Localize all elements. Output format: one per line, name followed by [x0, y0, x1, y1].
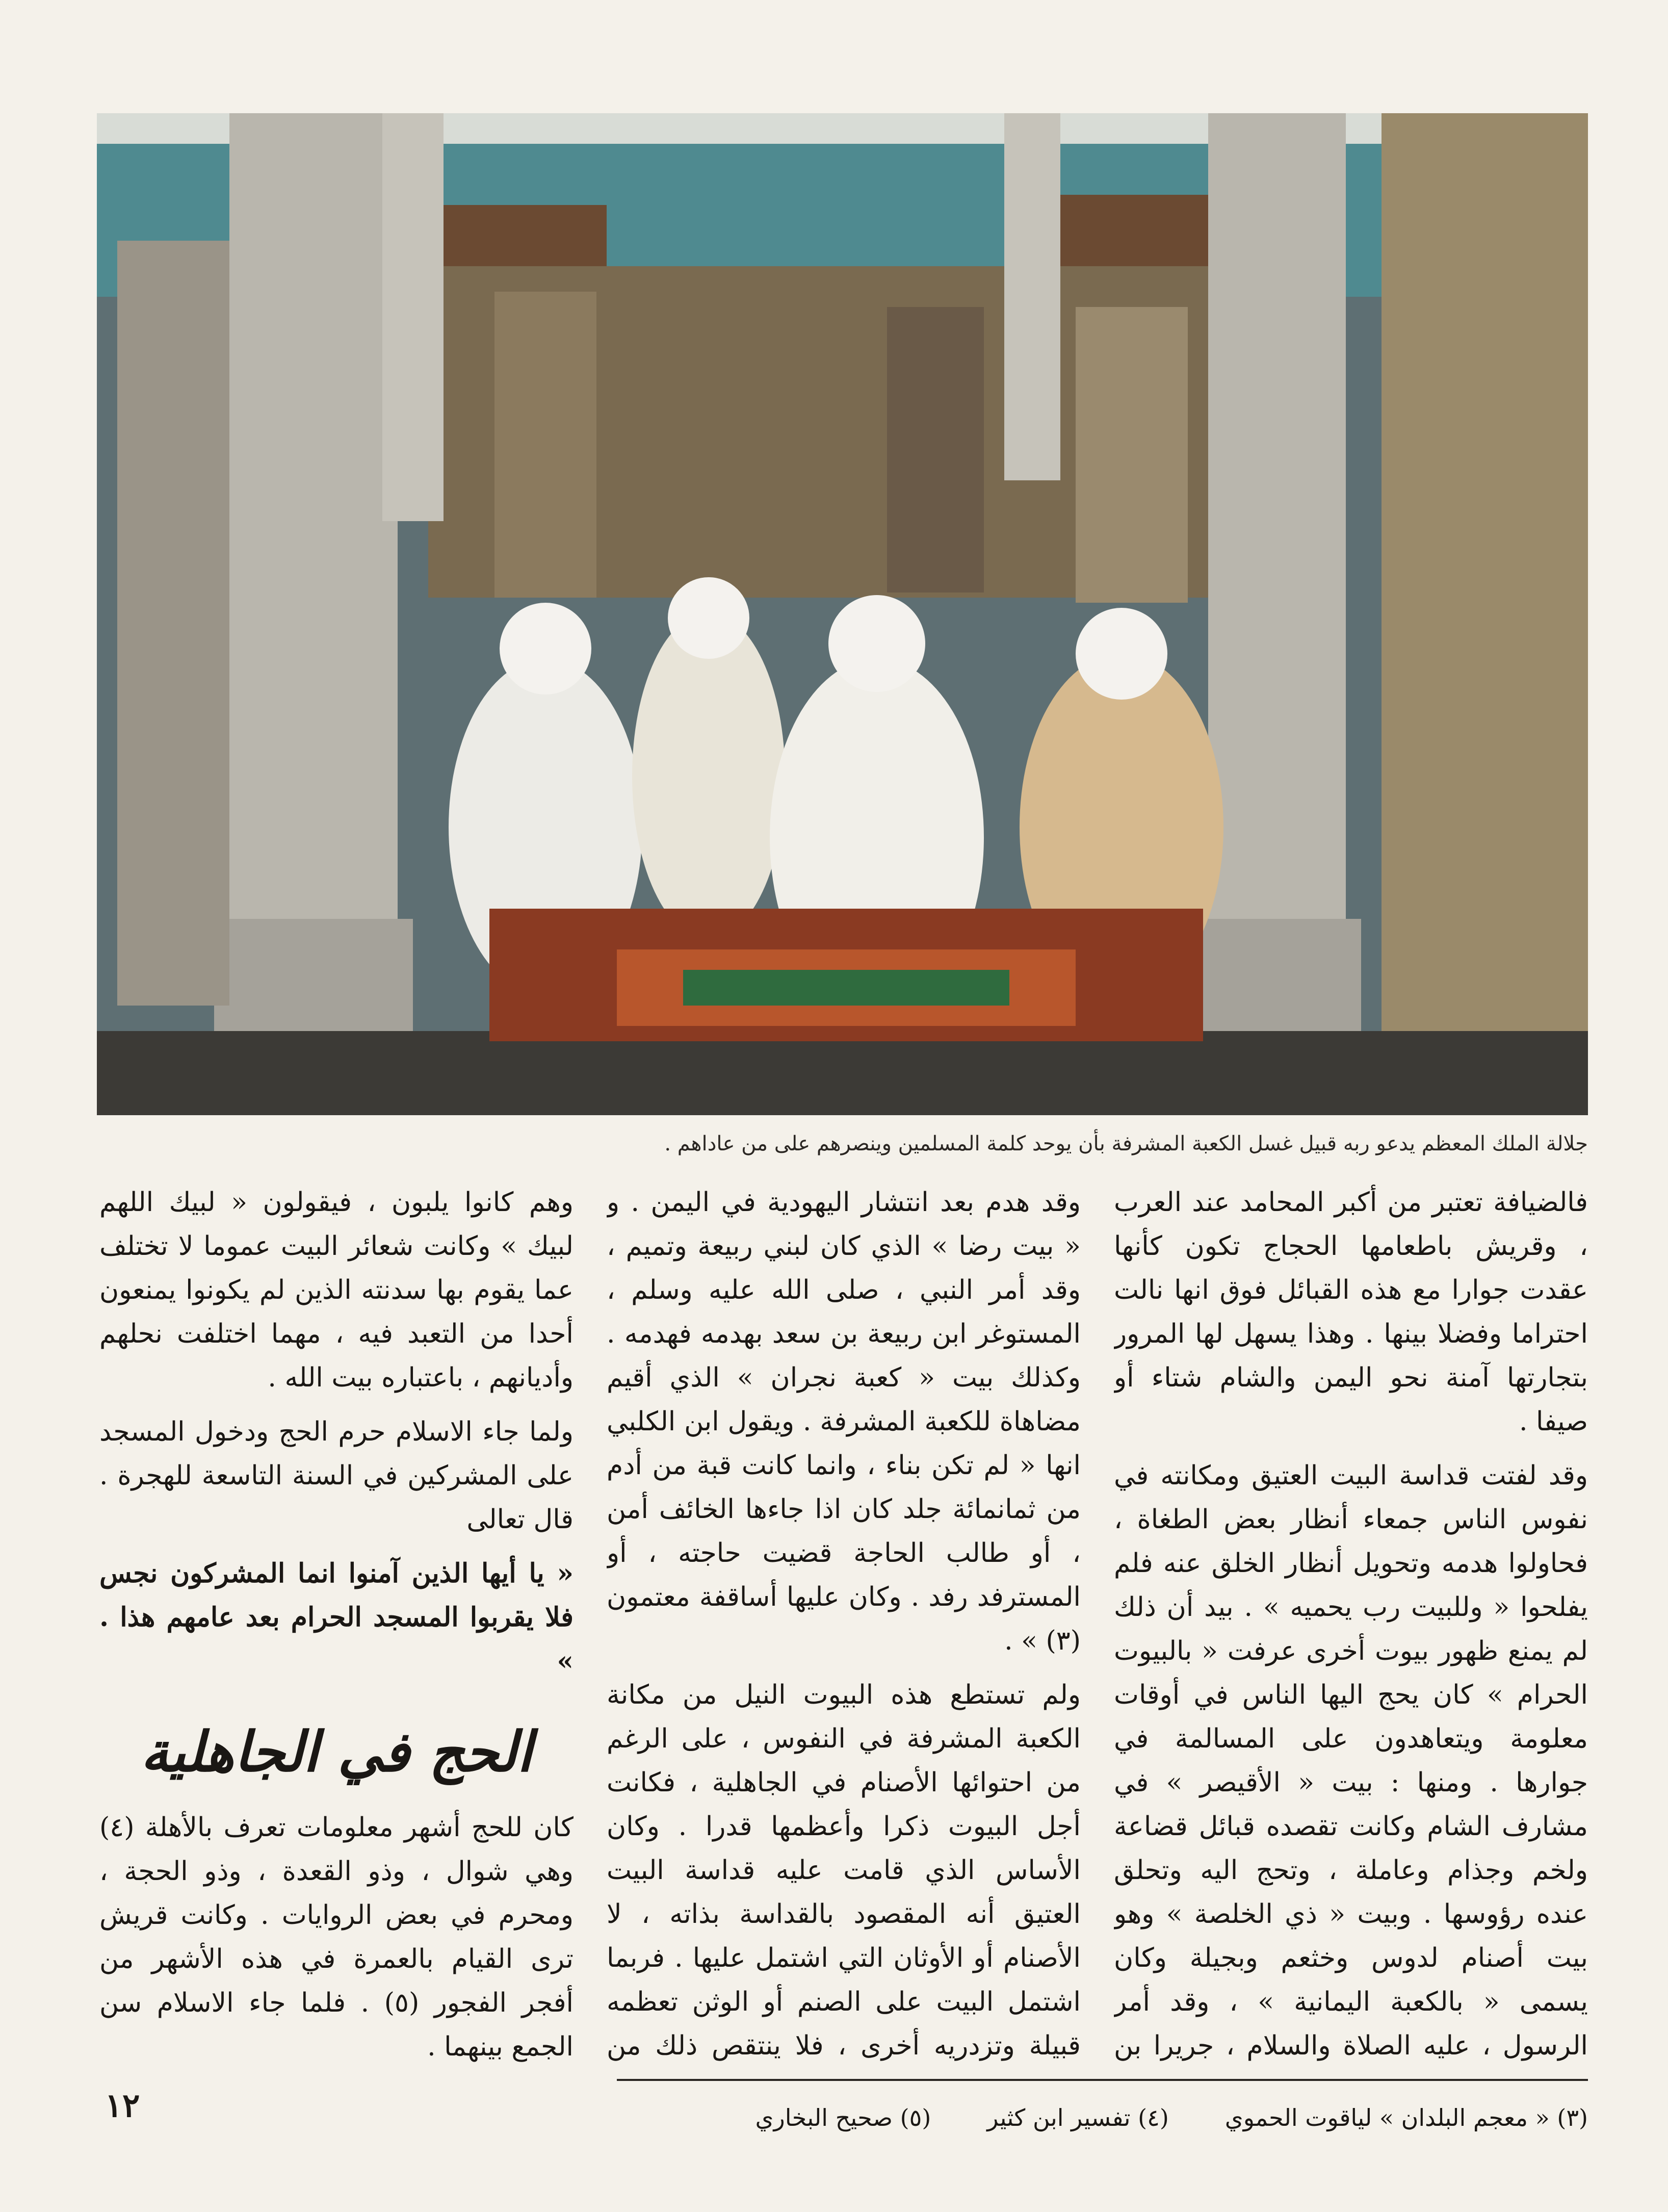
footnote: (٣) « معجم البلدان » لياقوت الحموي — [1224, 2104, 1588, 2131]
article-photo — [97, 113, 1588, 1115]
footnotes — [612, 2100, 1588, 2136]
paragraph: وهم كانوا يلبون ، فيقولون « لبيك اللهم لبيك » وكانت شعائر البيت عموما لا تختلف عما يقوم بها سدنته الذين لم يكونوا يمنعون أحدا من التعبد فيه ، مهما اختلفت نحلهم وأديانهم ، باعتباره بيت الله . — [99, 1187, 574, 1393]
paragraph: ولم تستطع هذه البيوت النيل من مكانة الكعبة المشرفة في النفوس ، على الرغم من احتوائها الأصنام في الجاهلية ، فكانت أجل البيوت ذكرا وأعظمها قدرا . وكان الأساس الذي قامت عليه قداسة البيت العتيق أنه المقصود بالقداسة بذاته ، لا الأصنام أو الأوثان التي اشتمل عليها . فربما اشتمل البيت على الصنم أو الوثن تعظمه قبيلة وتزدريه أخرى ، فلا ينتقص ذلك من — [607, 1680, 1081, 2061]
section-heading: الحج في الجاهلية — [141, 1720, 532, 1784]
photograph-icon — [97, 113, 1588, 1115]
text-column-3 — [99, 1180, 574, 2068]
paragraph: وقد هدم بعد انتشار اليهودية في اليمن . و « بيت رضا » الذي كان لبني ربيعة وتميم ، وقد أمر النبي ، صلى الله عليه وسلم ، المستوغر ابن ربيعة بن سعد بهدمه فهدمه . وكذلك بيت « كعبة نجران » الذي أقيم مضاهاة للكعبة المشرفة . ويقول ابن الكلبي انها « لم تكن بناء ، وانما كانت قبة من أدم من ثمانمائة جلد كان اذا جاءها الخائف أمن ، أو طالب الحاجة قضيت حاجته ، أو المسترفد رفد . وكان عليها أساقفة معتمون (٣) » . — [607, 1187, 1081, 1656]
quran-quote: « يا أيها الذين آمنوا انما المشركون نجس فلا يقربوا المسجد الحرام بعد عامهم هذا . » — [99, 1558, 574, 1677]
text-column-1 — [1114, 1180, 1588, 2068]
footnote-divider — [617, 2079, 1588, 2081]
page-number: ١٢ — [105, 2087, 140, 2125]
text-column-2 — [607, 1180, 1081, 2068]
paragraph: ولما جاء الاسلام حرم الحج ودخول المسجد على المشركين في السنة التاسعة للهجرة . قال تعالى — [99, 1417, 574, 1535]
paragraph: فالضيافة تعتبر من أكبر المحامد عند العرب ، وقريش باطعامها الحجاج تكون كأنها عقدت جوارا مع هذه القبائل فوق انها نالت احتراما وفضلا بينها . وهذا يسهل لها المرور بتجارتها آمنة نحو اليمن والشام شتاء أو صيفا . — [1114, 1187, 1588, 1437]
footnote: (٤) تفسير ابن كثير — [987, 2104, 1169, 2131]
footnote: (٥) صحيح البخاري — [755, 2104, 931, 2131]
paragraph: كان للحج أشهر معلومات تعرف بالأهلة (٤) وهي شوال ، وذو القعدة ، وذو الحجة ، ومحرم في بعض الروايات . وكانت قريش ترى القيام بالعمرة في هذه الأشهر من أفجر الفجور (٥) . فلما جاء الاسلام سن الجمع بينهما . — [99, 1812, 574, 2062]
photo-caption: جلالة الملك المعظم يدعو ربه قبيل غسل الكعبة المشرفة بأن يوحد كلمة المسلمين وينصرهم على من عاداهم . — [664, 1132, 1588, 1155]
paragraph: وقد لفتت قداسة البيت العتيق ومكانته في نفوس الناس جمعاء أنظار بعض الطغاة ، فحاولوا هدمه وتحويل أنظار الخلق عنه فلم يفلحوا « وللبيت رب يحميه » . بيد أن ذلك لم يمنع ظهور بيوت أخرى عرفت « بالبيوت الحرام » كان يحج اليها الناس في أوقات معلومة ويتعاهدون على المسالمة في جوارها . ومنها : بيت « الأقيصر » في مشارف الشام وكانت تقصده قبائل قضاعة ولخم وجذام وعاملة ، وتحج اليه وتحلق عنده رؤوسها . وبيت « ذي الخلصة » وهو بيت أصنام لدوس وخثعم وبجيلة وكان يسمى « بالكعبة اليمانية » ، وقد أمر الرسول ، عليه الصلاة والسلام ، جريرا بن — [1114, 1460, 1588, 2061]
